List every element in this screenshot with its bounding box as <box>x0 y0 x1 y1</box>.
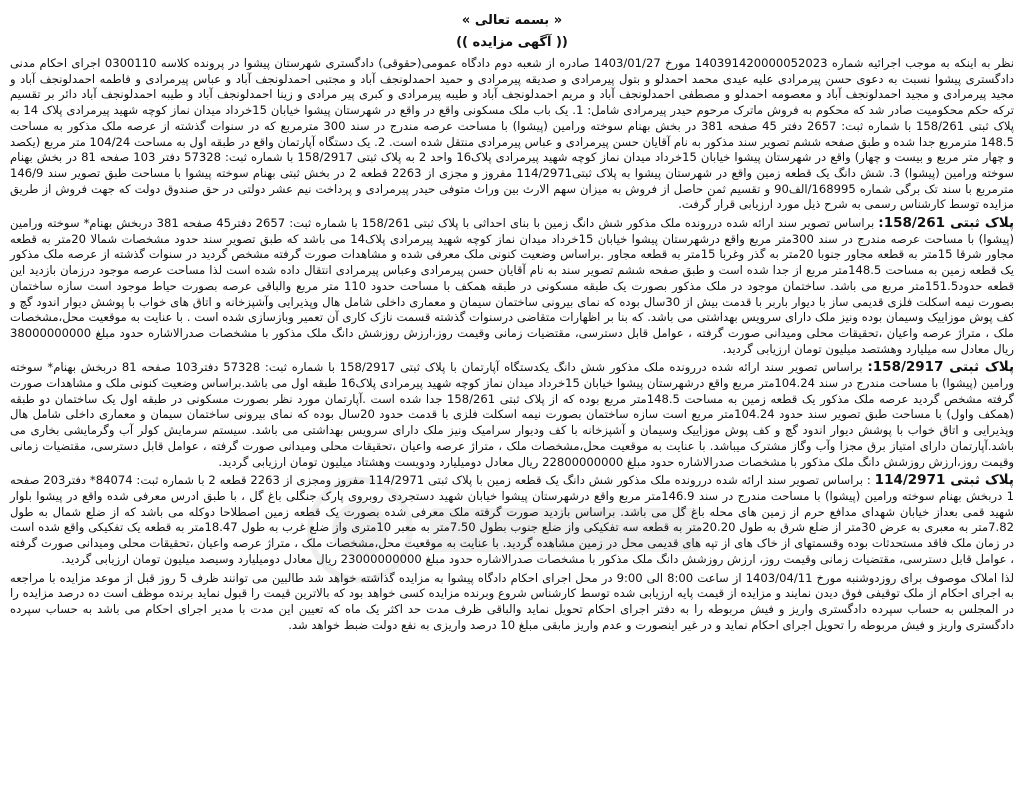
bismillah-heading: « بسمه تعالی » <box>461 13 563 28</box>
plate-number-label: پلاک ثبتی 158/2917: <box>867 359 1015 376</box>
plate-number-label: پلاک ثبتی 158/261: <box>878 215 1015 232</box>
property-item-3 <box>10 473 1014 567</box>
intro-paragraph: نظر به اینکه به موجب اجرائیه شماره 140391420000052023 مورخ 1403/01/27 صادره از شعبه دوم دادگاه عمومی(حقوقی) دادگستری شهرستان پیشوا در پرونده کلاسه 0300110 اجرای احکام مدنی دادگستری پیشوا نسبت به دعوی حسن پیرمرادی علیه عیدی محمد احمدلو و بتول پیرمرادی و صدیقه پیرمرادی و حمید احمدلونجف آباد و مجتبی احمدلونجف آباد و عباس پیرمرادی و فاطمه احمدلونجف آباد و مجید پیرمرادی و مجید احمدلونجف آباد و معصومه احمدلو و مصطفی احمدلونجف آباد و مریم احمدلونجف آباد و طیبه پیرمرادی و کبری پیر مرادی و زینا احمدلونجف آباد و طیبه احمدلونجف آباد دائر بر تقسیم ترکه حکم محکومیت صادر شد که محکوم به فروش ماترک مرحوم حیدر پیرمرادی شامل: 1. یک باب ملک مسکونی واقع در واقع در شهرستان پیشوا خیابان 15خرداد میدان نماز کوچه شهید پیرمرادی پلاک 14 به پلاک ثبتی 158/261 با شماره ثبت: 2657 دفتر 45 صفحه 381 در بخش بهنام سوخته ورامین (پیشوا) با مساحت عرصه مندرج در سند 300 مترمربع که در سنوات گذشته از عرصه ملک مذکور به مساحت 148.5 مترمربع جدا شده و طبق صفحه ششم تصویر سند مذکور به نام آقایان حسن پیرمرادی و عباس پیرمرادی منتقل شده است. 2. یک دستگاه آپارتمان واقع در طبقه اول به مساحت 104/24 متر مربع (یکصد و چهار متر مربع و بیست و چهار) واقع در شهرستان پیشوا خیابان 15خرداد میدان نماز کوچه شهید پیرمرادی پلاک16 واحد 2 به پلاک ثبتی 158/2917 با شماره ثبت: 57328 دفتر 103 صفحه 81 در بخش بهنام سوخته ورامین (پیشوا) 3. شش دانگ یک قطعه زمین واقع در شهرستان پیشوا به پلاک ثبتی114/2971 مفروز و مجزی از 2263 قطعه 2 در بخش ثبتی بهنام سوخته پیشوا با مساحت طبق تصویر سند 146/9 مترمربع با سند تک برگی شماره 168995/الف90 و تقسیم ثمن حاصل از فروش به میزان سهم الارث بین وراث متوفی حیدر پیرمرادی و پرداخت نیم عشر دولتی در حق صندوق دولت که جهت فروش از طریق مزایده توسط کارشناس رسمی به شرح ذیل مورد ارزیابی قرار گرفت. <box>10 56 1015 212</box>
property-description: براساس تصویر سند ارائه شده دررونده ملک مذکور شش دانگ زمین با بنای احداثی با پلاک ثبتی 158/261 با شماره ثبت: 2657 دفتر45 صفحه 381 دربخش بهنام* سوخته ورامین (پیشوا) با مساحت عرصه مندرج در سند 300متر مربع واقع درشهرستان پیشوا خیابان 15خرداد میدان نماز کوچه شهید پیرمرادی پلاک14 می باشد که طبق تصویر سند حدود مشخصات شمالا 20متر به قطعه مجاور شرقا 15متر به قطعه مجاور جنوبا 20متر به گذر وغربا 15متر به قطعه مجاور .براساس وضعیت کنونی ملک معرفی شده و مشاهدات صورت گرفته مشخص گردید در سنوات گذشته از عرصه ملک مذکور یک قطعه زمین به مساحت 148.5متر مربع از جدا شده است و طبق صفحه ششم تصویر سند به نام آقایان حسن پیرمرادی وعباس پیرمرادی انتقال داده شده است لذا مساحت عرصه موجود درزمان بازدید این قطعه حدود151.5متر مربع می باشد. ساختمان موجود در ملک مذکور بصورت یک طبقه مسکونی در طبقه همکف با مساحت حدود 110 متر مربع والباقی عرصه بصورت حیاط موجود است سازه ساختمان بصورت نیمه اسکلت فلزی قدیمی ساز با دیوار باربر با قدمت بیش از 30سال بوده که نمای بیرونی ساختمان سیمان و معماری داخلی شامل هال وپذیرایی وآشپزخانه و اتاق های خواب با پوشش دیوار اندود گچ و کف پوش موزاییک وسیمان بوده ونیز ملک دارای سرویس بهداشتی می باشد. که بنا بر اظهارات متقاضی درسنوات گذشته قسمت نازک کاری آن تعمیر وبازسازی شده است . با عنایت به موقعیت محل،مشخصات ملک ، متراژ عرصه واعیان ،تحقیقات محلی ومیدانی صورت گرفته ، عوامل قابل دسترسی، مقتضیات زمانی وقیمت روز،ارزش روزشش دانگ ملک مذکور با مشخصات صدرالاشاره حدود مبلغ 38000000000 ریال معادل سه میلیارد وهشتصد میلیون تومان ارزیابی گردید. <box>10 216 1015 356</box>
property-item-2 <box>10 360 1014 470</box>
closing-paragraph: لذا املاک موصوف برای روزدوشنبه مورخ 1403/04/11 از ساعت 8:00 الی 9:00 در محل اجرای احکام دادگاه پیشوا به مزایده گذاشته خواهد شد طالبین می توانند ظرف 5 روز قبل از موعد مزایده با مراجعه به اجرای احکام از ملک توقیفی فوق دیدن نمایند و مزایده از قیمت پایه ارزیابی شده توسط کارشناس شروع وبرنده مزایده کسی خواهد بود که بالاترین قیمت را قبول نماید برنده موظف است ده درصد مزایده را در المجلس به حساب سپرده دادگستری واریز و فیش مربوطه را به دفتر اجرای احکام تحویل نماید والباقی ظرف مدت حد اکثر یک ماه که تعیین این مدت با مدیر اجرای احکام می باشد به حساب سپرده دادگستری واریز و فیش مربوطه را تحویل اجرای احکام نماید و در غیر اینصورت و عدم واریز مابقی مبلغ 10 درصد واریزی به نفع دولت ضبط خواهد شد. <box>10 570 1015 632</box>
plate-number-label: پلاک ثبتی 114/2971 <box>874 472 1014 489</box>
property-item-1 <box>10 216 1014 357</box>
notice-header <box>10 10 1014 54</box>
property-description: براساس تصویر سند ارائه شده دررونده ملک مذکور شش دانگ یکدستگاه آپارتمان با پلاک ثبتی 158/2917 با شماره ثبت: 57328 دفتر103 صفحه 81 دربخش بهنام* سوخته ورامین (پیشوا) با مساحت مندرج در سند 104.24متر مربع واقع درشهرستان پیشوا خیابان 15خرداد میدان نماز کوچه شهید پیرمرادی پلاک16 طبقه اول می باشد.براساس وضعیت کنونی ملک و مشاهدات صورت گرفته مشخص گردید عرصه ملک مذکور یک قطعه زمین به مساحت 148.5متر مربع بوده که از پلاک ثبتی 158/261 جدا شده است .آپارتمان مورد نظر بصورت مسکونی در طبقه اول یک ساختمان دو طبقه (همکف واول) با مساحت طبق تصویر سند حدود 104.24متر مربع است سازه ساختمان بصورت نیمه اسکلت فلزی با قدمت حدود 20سال بوده که نمای بیرونی ساختمان سیمان و معماری داخلی شامل هال وپذیرایی و اتاق خواب با پوشش دیوار اندود گچ و کف پوش موزاییک وسیمان و آشپزخانه با کف ودیوار سرامیک ونیز ملک دارای سرویس بهداشتی می باشد. سیستم سرمایش کولر آب وگرمایشی بخاری می باشد.آپارتمان دارای امتیاز برق مجزا وآب وگاز مشترک میباشد. با عنایت به موقعیت محل،مشخصات ملک ، متراژ عرصه واعیان ،تحقیقات محلی ومیدانی صورت گرفته ، عوامل قابل دسترسی، مقتضیات زمانی وقیمت روز،ارزش روزشش دانگ ملک مذکور با مشخصات صدرالاشاره حدود مبلغ 22800000000 ریال معادل دومیلیارد ودویست وهشتاد میلیون تومان ارزیابی گردید. <box>10 360 1015 469</box>
property-description: : براساس تصویر سند ارائه شده دررونده ملک مذکور شش دانگ یک قطعه زمین با پلاک ثبتی 114/2971 مفروز ومجزی از 2263 قطعه 2 با شماره ثبت: 84074* دفتر203 صفحه 1 دربخش بهنام سوخته ورامین (پیشوا) با مساحت مندرج در سند 146.9متر مربع واقع درشهرستان پیشوا خیابان شهید دستجردی روبروی پارک جنگلی باغ گل ، با طبق ادرس معرفی شده واقع در پیشوا بلوار شهید قمی بعداز خیابان شهدای مدافع حرم از زمین های محله باغ گل می باشد. براساس بازدید صورت گرفته ملک معرفی شده بصورت یک قطعه زمین اصطلاحا دوکله می باشد که از ضلع شمال به طول 7.82متر به معبری به عرض 30متر از ضلع شرق به طول 20.20متر به قطعه سه تفکیکی واز ضلع جنوب بطول 7.50متر به معبر 10متری واز ضلع غرب به طول 18.47متر به قطعه یک تفکیکی واقع شده است در زمان ملک فاقد مستحدثات بوده وقسمتهای از خاک های از تپه های قدیمی محل در زمین مشاهده گردید. با عنایت به موقعیت محل،مشخصات ملک ، متراژ عرصه واعیان ،تحقیقات محلی ومیدانی صورت گرفته ، عوامل قابل دسترسی، مقتضیات زمانی وقیمت روز، ارزش روزشش دانگ ملک مذکور با مشخصات صدرالاشاره حدود مبلغ 23000000000 ریال معادل دومیلیارد وسیصد میلیون تومان ارزیابی گردید. <box>10 473 1014 566</box>
notice-title: (( آگهی مزایده )) <box>456 35 568 50</box>
